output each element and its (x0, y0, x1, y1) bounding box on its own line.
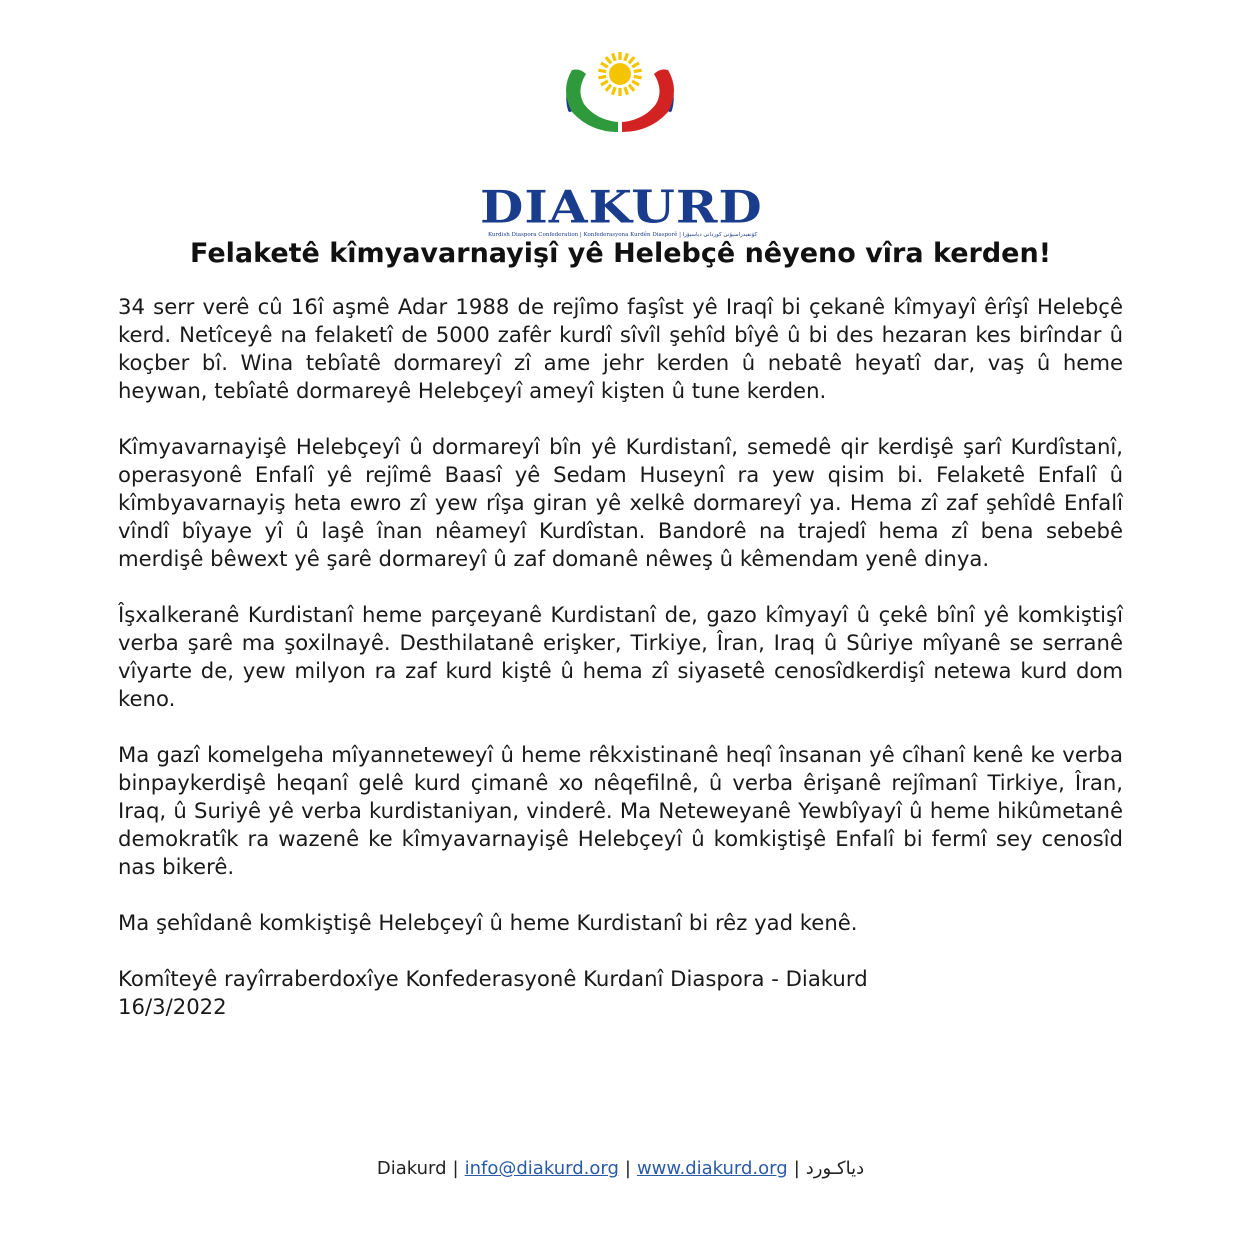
diakurd-logo (480, 50, 763, 238)
footer-org: Diakurd (376, 1158, 447, 1179)
paragraph-1: 34 serr verê cû 16î aşmê Adar 1988 de rejîmo faşîst yê Iraqî bi çekanê kîmyayî êrîşî Helebçê kerd. Netîceyê na felaketî de 5000 zafêr kurdî sîvîl şehîd bîyê û bi des hezaran kes birîndar û koçber bî. Wina tebîatê dormareyî zî ame jehr kerden û nebatê heyatî dar, vaş û heme heywan, tebîatê dormareyê Helebçeyî ameyî kişten û tune kerden. (118, 294, 1123, 403)
footer-org-native: دیاکـورد (805, 1158, 865, 1179)
logo-emblem-icon (480, 50, 760, 185)
paragraph-4: Ma gazî komelgeha mîyanneteweyî û heme rêkxistinanê heqî însanan yê cîhanî kenê ke verba binpaykerdişê heqanî gelê kurd çimanê xo nêqefilnê, û verba êrişanê rejîmanî Tirkiye, Îran, Iraq, û Suriyê yê verba kurdistaniyan, vinderê. Ma Neteweyanê Yewbîyayî û heme hikûmetanê demokratîk ra wazenê ke kîmyavarnayişê Helebçeyî û komkiştişê Enfalî bi fermî sey cenosîd nas bikerê. (118, 742, 1123, 879)
footer-separator: | (793, 1158, 800, 1179)
footer-email-link[interactable]: info@diakurd.org (464, 1158, 619, 1179)
footer (0, 1158, 1241, 1179)
statement-body (118, 293, 1123, 1021)
sun-icon (598, 52, 642, 96)
signature-line: Komîteyê rayîrraberdoxîye Konfederasyonê Kurdanî Diaspora - Diakurd (118, 966, 868, 991)
logo-wordmark: DIAKURD (480, 180, 763, 234)
page-title: Felaketê kîmyavarnayişî yê Helebçê nêyeno vîra kerden! (189, 238, 1052, 269)
footer-website-link[interactable]: www.diakurd.org (636, 1158, 788, 1179)
signature-date: 16/3/2022 (118, 994, 227, 1019)
logo-tagline: Kurdish Diaspora Confederation | Konfederasyona Kurdên Diasporê | كۆنفیدراسیۆنی كوردانی دیاسپۆرا (488, 232, 758, 238)
paragraph-3: Îşxalkeranê Kurdistanî heme parçeyanê Kurdistanî de, gazo kîmyayî û çekê bînî yê komkiştişî verba şarê ma şoxilnayê. Desthilatanê erişker, Tirkiye, Îran, Iraq û Sûriye mîyanê se serranê vîyarte de, yew milyon ra zaf kurd kiştê û hema zî siyasetê cenosîdkerdişî netewa kurd dom keno. (118, 602, 1123, 711)
footer-separator: | (624, 1158, 631, 1179)
paragraph-5: Ma şehîdanê komkiştişê Helebçeyî û heme Kurdistanî bi rêz yad kenê. (118, 910, 858, 935)
footer-separator: | (452, 1158, 459, 1179)
paragraph-2: Kîmyavarnayişê Helebçeyî û dormareyî bîn yê Kurdistanî, semedê qir kerdişê şarî Kurdîstanî, operasyonê Enfalî yê rejîmê Baasî yê Sedam Huseynî ra yew qisim bi. Felaketê Enfalî û kîmbyavarnayiş heta ewro zî yew rîşa giran yê xelkê dormareyî ya. Hema zî zaf şehîdê Enfalî vîndî bîyaye yî û laşê înan nêameyî Kurdîstan. Bandorê na trajedî hema zî bena sebebê merdişê bêwext yê şarê dormareyî û zaf domanê nêweş û kêmendam yenê dinya. (118, 434, 1123, 571)
